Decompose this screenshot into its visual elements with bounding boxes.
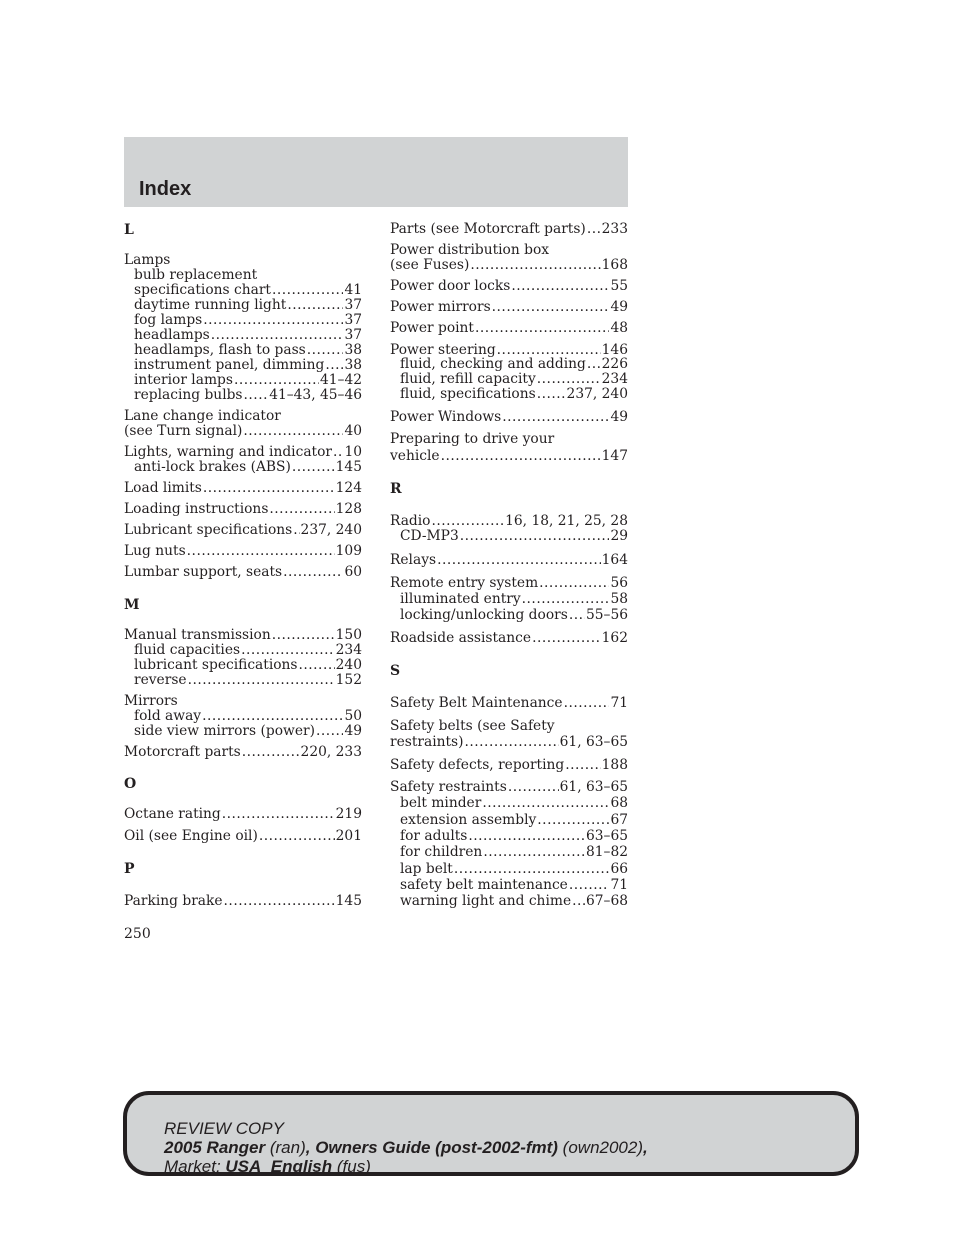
dot-leader — [565, 758, 600, 773]
index-subentry — [390, 608, 628, 623]
page-reference: 61, 63–65 — [559, 734, 628, 750]
page-reference: 41–42 — [319, 372, 362, 388]
index-entry: Mirrors — [124, 693, 178, 709]
review-copy-box — [123, 1091, 859, 1176]
dot-leader — [287, 298, 343, 313]
review-copy-text — [164, 1119, 648, 1176]
index-entry — [390, 780, 628, 795]
page-reference: 40 — [344, 423, 362, 439]
index-subentry — [390, 862, 628, 877]
index-entry — [390, 279, 628, 294]
index-letter-heading: O — [124, 776, 137, 792]
entry-text: extension assembly — [400, 812, 537, 828]
dot-leader — [454, 862, 610, 877]
page-title: Index — [139, 178, 192, 200]
page-reference: 128 — [335, 501, 362, 517]
dot-leader — [202, 709, 343, 724]
dot-leader — [569, 608, 585, 623]
guide-code: (own2002) — [557, 1138, 644, 1157]
entry-text: (see Fuses) — [390, 257, 470, 273]
page-reference: 41–43, 45–46 — [269, 387, 362, 403]
dot-leader — [299, 658, 335, 673]
entry-text: Octane rating — [124, 806, 221, 822]
index-entry — [124, 502, 362, 517]
index-letter-heading: L — [124, 222, 134, 238]
index-entry — [390, 553, 628, 568]
dot-leader — [511, 279, 609, 294]
entry-text: anti-lock brakes (ABS) — [134, 459, 291, 475]
page-reference: 61, 63–65 — [559, 779, 628, 795]
entry-text: lap belt — [400, 861, 453, 877]
index-entry — [124, 745, 362, 760]
entry-text: fluid, refill capacity — [400, 371, 536, 387]
page-reference: 55 — [610, 278, 628, 294]
page-reference: 41 — [344, 282, 362, 298]
index-subentry — [390, 845, 628, 860]
index-subentry — [124, 358, 362, 373]
dot-leader — [307, 343, 344, 358]
entry-text: lubricant specifications — [134, 657, 298, 673]
market-name: USA_English — [225, 1157, 333, 1176]
index-subentry — [124, 373, 362, 388]
page-reference: 240 — [335, 657, 362, 673]
entry-text: Manual transmission — [124, 627, 271, 643]
index-subentry — [390, 829, 628, 844]
dot-leader — [522, 592, 610, 607]
guide-line — [164, 1138, 648, 1157]
entry-text: Loading instructions — [124, 501, 269, 517]
index-entry — [390, 696, 628, 711]
index-subentry — [390, 372, 628, 387]
page-reference: 49 — [610, 409, 628, 425]
dot-leader — [316, 724, 343, 739]
dot-leader — [203, 313, 343, 328]
entry-text: (see Turn signal) — [124, 423, 243, 439]
entry-text: vehicle — [390, 448, 440, 464]
entry-text: Oil (see Engine oil) — [124, 828, 258, 844]
entry-text: for adults — [400, 828, 468, 844]
entry-text: Lumbar support, seats — [124, 564, 283, 580]
dot-leader — [269, 502, 334, 517]
page-reference: 67 — [610, 812, 628, 828]
entry-text: Lights, warning and indicator — [124, 444, 332, 460]
index-entry — [124, 829, 362, 844]
page-reference: 29 — [610, 528, 628, 544]
index-entry — [390, 321, 628, 336]
index-entry — [390, 631, 628, 646]
page-reference: 37 — [344, 297, 362, 313]
entry-text: Parts (see Motorcraft parts) — [390, 221, 586, 237]
dot-leader — [441, 449, 601, 464]
index-subentry — [390, 387, 628, 402]
index-subentry — [124, 343, 362, 358]
index-subentry — [124, 673, 362, 688]
index-entry — [390, 258, 628, 273]
page-reference: 10 — [344, 444, 362, 460]
index-subentry — [390, 357, 628, 372]
entry-text: fold away — [134, 708, 202, 724]
page-reference: 68 — [610, 795, 628, 811]
guide-name: , Owners Guide (post-2002-fmt) — [305, 1138, 558, 1157]
entry-text: Remote entry system — [390, 575, 539, 591]
index-entry: Lamps — [124, 252, 171, 268]
dot-leader — [431, 514, 504, 529]
dot-leader — [293, 523, 299, 538]
page-reference: 188 — [601, 757, 628, 773]
index-entry — [124, 544, 362, 559]
market-label: Market: — [164, 1157, 226, 1176]
index-letter-heading: S — [390, 663, 401, 679]
index-entry — [390, 449, 628, 464]
page-reference: 152 — [335, 672, 362, 688]
dot-leader — [203, 481, 335, 496]
page-reference: 50 — [344, 708, 362, 724]
page-reference: 164 — [601, 552, 628, 568]
index-subentry — [124, 313, 362, 328]
page-number: 250 — [124, 926, 151, 942]
dot-leader — [572, 894, 585, 909]
entry-text: locking/unlocking doors — [400, 607, 568, 623]
index-letter-heading: M — [124, 597, 140, 613]
entry-text: interior lamps — [134, 372, 233, 388]
entry-text: reverse — [134, 672, 187, 688]
dot-leader — [188, 673, 335, 688]
index-subentry — [390, 813, 628, 828]
index-entry — [124, 807, 362, 822]
market-line — [164, 1157, 648, 1176]
page-reference: 219 — [335, 806, 362, 822]
page-reference: 60 — [344, 564, 362, 580]
dot-leader — [222, 807, 335, 822]
entry-text: side view mirrors (power) — [134, 723, 315, 739]
index-subentry — [124, 283, 362, 298]
page-reference: 150 — [335, 627, 362, 643]
entry-text: Lubricant specifications — [124, 522, 293, 538]
index-entry — [124, 523, 362, 538]
dot-leader — [537, 813, 609, 828]
page-reference: 71 — [610, 877, 628, 893]
index-entry: Safety belts (see Safety — [390, 718, 555, 734]
dot-leader — [470, 258, 600, 273]
entry-text: Power Windows — [390, 409, 502, 425]
dot-leader — [272, 628, 335, 643]
page-reference: 201 — [335, 828, 362, 844]
dot-leader — [244, 388, 269, 403]
dot-leader — [283, 565, 343, 580]
entry-text: Power point — [390, 320, 474, 336]
entry-text: Power steering — [390, 342, 496, 358]
dot-leader — [259, 829, 335, 844]
index-subentry: bulb replacement — [134, 267, 258, 283]
index-subentry — [390, 878, 628, 893]
dot-leader — [325, 358, 343, 373]
guide-separator: , — [643, 1138, 648, 1157]
dot-leader — [564, 696, 610, 711]
page-reference: 49 — [610, 299, 628, 315]
page-reference: 147 — [601, 448, 628, 464]
review-copy-label: REVIEW COPY — [164, 1119, 284, 1138]
page-reference: 168 — [601, 257, 628, 273]
page-reference: 145 — [335, 459, 362, 475]
dot-leader — [502, 410, 609, 425]
entry-text: fluid capacities — [134, 642, 241, 658]
index-letter-heading: R — [390, 481, 402, 497]
entry-text: fluid, specifications — [400, 386, 536, 402]
dot-leader — [224, 894, 335, 909]
dot-leader — [242, 745, 300, 760]
dot-leader — [187, 544, 335, 559]
dot-leader — [437, 553, 601, 568]
entry-text: instrument panel, dimming — [134, 357, 325, 373]
index-entry — [390, 576, 628, 591]
page-reference: 220, 233 — [300, 744, 362, 760]
page-reference: 66 — [610, 861, 628, 877]
page-reference: 234 — [335, 642, 362, 658]
dot-leader — [241, 643, 335, 658]
page-reference: 49 — [344, 723, 362, 739]
page-reference: 237, 240 — [300, 522, 362, 538]
model-name: 2005 Ranger — [164, 1138, 266, 1157]
entry-text: Safety restraints — [390, 779, 507, 795]
index-entry: Lane change indicator — [124, 408, 281, 424]
model-code: (ran) — [265, 1138, 306, 1157]
dot-leader — [483, 845, 585, 860]
page-reference: 48 — [610, 320, 628, 336]
entry-text: illuminated entry — [400, 591, 521, 607]
index-entry — [124, 481, 362, 496]
index-letter-heading: P — [124, 861, 135, 877]
index-entry — [390, 735, 628, 750]
header-band — [124, 137, 628, 207]
index-subentry — [390, 529, 628, 544]
page-reference: 233 — [601, 221, 628, 237]
page-reference: 37 — [344, 312, 362, 328]
entry-text: Lug nuts — [124, 543, 186, 559]
dot-leader — [211, 328, 344, 343]
page-reference: 124 — [335, 480, 362, 496]
entry-text: headlamps, flash to pass — [134, 342, 306, 358]
page-reference: 63–65 — [585, 828, 628, 844]
entry-text: warning light and chime — [400, 893, 572, 909]
page-reference: 67–68 — [585, 893, 628, 909]
index-subentry — [390, 592, 628, 607]
page-reference: 234 — [601, 371, 628, 387]
dot-leader — [468, 829, 585, 844]
entry-text: fluid, checking and adding — [400, 356, 586, 372]
page-reference: 226 — [601, 356, 628, 372]
index-subentry — [124, 298, 362, 313]
entry-text: CD-MP3 — [400, 528, 459, 544]
dot-leader — [492, 300, 610, 315]
page-reference: 237, 240 — [566, 386, 628, 402]
index-entry — [124, 894, 362, 909]
index-subentry — [124, 460, 362, 475]
dot-leader — [537, 387, 566, 402]
market-code: (fus) — [332, 1157, 371, 1176]
entry-text: Power mirrors — [390, 299, 491, 315]
index-subentry — [124, 724, 362, 739]
dot-leader — [243, 424, 343, 439]
page-reference: 71 — [610, 695, 628, 711]
entry-text: Relays — [390, 552, 437, 568]
dot-leader — [587, 222, 601, 237]
dot-leader — [539, 576, 609, 591]
page-reference: 146 — [601, 342, 628, 358]
dot-leader — [272, 283, 343, 298]
page-reference: 56 — [610, 575, 628, 591]
entry-text: Safety Belt Maintenance — [390, 695, 563, 711]
index-entry — [124, 424, 362, 439]
index-entry: Preparing to drive your — [390, 431, 555, 447]
entry-text: specifications chart — [134, 282, 271, 298]
dot-leader — [508, 780, 559, 795]
page-reference: 37 — [344, 327, 362, 343]
entry-text: Roadside assistance — [390, 630, 532, 646]
entry-text: daytime running light — [134, 297, 287, 313]
index-subentry — [124, 643, 362, 658]
dot-leader — [569, 878, 610, 893]
entry-text: headlamps — [134, 327, 210, 343]
index-entry — [124, 565, 362, 580]
dot-leader — [333, 445, 343, 460]
index-subentry — [390, 796, 628, 811]
dot-leader — [460, 529, 610, 544]
page-reference: 58 — [610, 591, 628, 607]
page-reference: 16, 18, 21, 25, 28 — [505, 513, 628, 529]
dot-leader — [465, 735, 559, 750]
entry-text: safety belt maintenance — [400, 877, 568, 893]
entry-text: Motorcraft parts — [124, 744, 241, 760]
dot-leader — [234, 373, 319, 388]
index-entry — [390, 514, 628, 529]
entry-text: for children — [400, 844, 483, 860]
entry-text: replacing bulbs — [134, 387, 243, 403]
page-reference: 109 — [335, 543, 362, 559]
entry-text: Safety defects, reporting — [390, 757, 565, 773]
index-subentry — [124, 709, 362, 724]
entry-text: restraints) — [390, 734, 464, 750]
index-subentry — [124, 328, 362, 343]
page-reference: 38 — [344, 357, 362, 373]
entry-text: Load limits — [124, 480, 202, 496]
index-entry — [390, 222, 628, 237]
index-subentry — [390, 894, 628, 909]
entry-text: Parking brake — [124, 893, 223, 909]
dot-leader — [292, 460, 335, 475]
entry-text: fog lamps — [134, 312, 203, 328]
page-reference: 81–82 — [585, 844, 628, 860]
entry-text: Radio — [390, 513, 431, 529]
dot-leader — [475, 321, 609, 336]
entry-text: belt minder — [400, 795, 482, 811]
entry-text: Power door locks — [390, 278, 511, 294]
page-reference: 55–56 — [585, 607, 628, 623]
page-reference: 145 — [335, 893, 362, 909]
index-entry: Power distribution box — [390, 242, 550, 258]
index-entry — [390, 758, 628, 773]
dot-leader — [532, 631, 601, 646]
index-subentry — [124, 658, 362, 673]
dot-leader — [482, 796, 609, 811]
index-subentry — [124, 388, 362, 403]
index-entry — [124, 628, 362, 643]
page-reference: 162 — [601, 630, 628, 646]
index-entry — [390, 300, 628, 315]
page-reference: 38 — [344, 342, 362, 358]
dot-leader — [587, 357, 601, 372]
dot-leader — [537, 372, 601, 387]
index-entry — [390, 410, 628, 425]
index-entry — [124, 445, 362, 460]
